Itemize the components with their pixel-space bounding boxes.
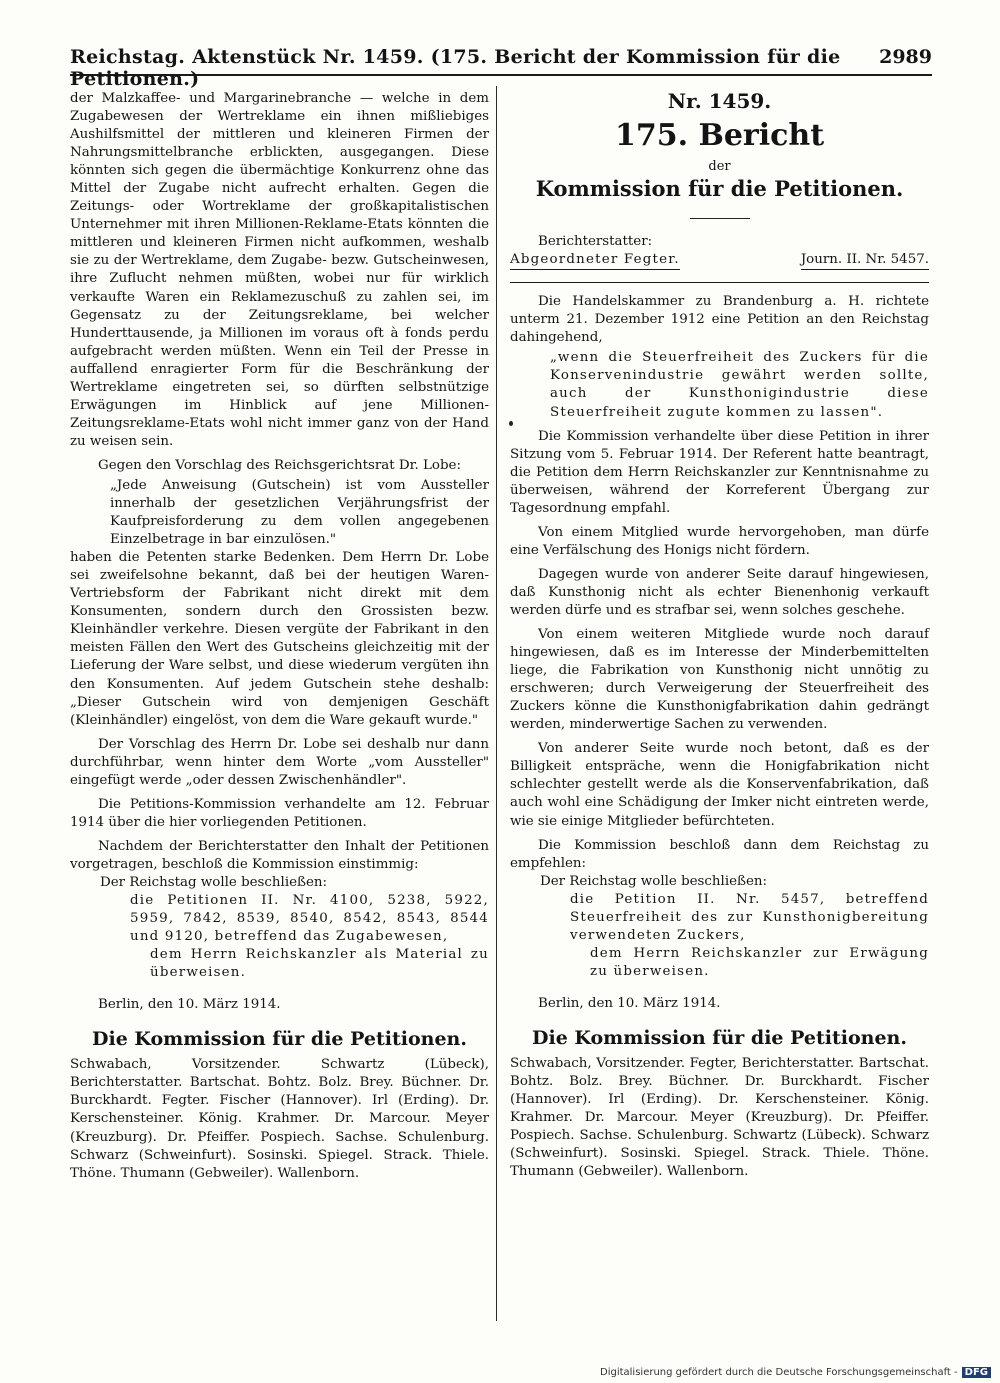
left-column <box>70 90 489 1183</box>
right-signature-title: Die Kommission für die Petitionen. <box>532 1026 907 1049</box>
rapporteur-name: Abgeordneter Fegter. <box>510 251 680 270</box>
title-rule <box>690 218 750 219</box>
left-resolution-intro: Der Reichstag wolle beschließen: <box>100 874 328 890</box>
right-resolution-action: dem Herrn Reichskanzler zur Erwägung zu überweisen. <box>590 945 929 979</box>
right-paragraph-1: Die Handelskammer zu Brandenburg a. H. richtete unterm 21. Dezember 1912 eine Petition an den Reichstag dahingehend, <box>510 294 929 346</box>
right-column <box>510 90 929 1181</box>
journal-number: Journ. II. Nr. 5457. <box>801 251 929 270</box>
left-signatories: Schwabach, Vorsitzender. Schwartz (Lübeck), Berichterstatter. Bartschat. Bohtz. Bolz. Brey. Büchner. Dr. Burckhardt. Fegter. Fischer (Hannover). Irl (Erding). Dr. Kerschensteiner. König. Krahmer. Dr. Marcour. Meyer (Kreuzburg). Dr. Pfeiffer. Pospiech. Sachse. Schulenburg. Schwarz (Schweinfurt). Sosinski. Spiegel. Strack. Thiele. Thöne. Thumann (Gebweiler). Wallenborn. <box>70 1057 489 1181</box>
right-paragraph-2: Die Kommission verhandelte über diese Petition in ihrer Sitzung vom 5. Februar 1914. Der Referent hatte beantragt, die Petition dem Herrn Reichskanzler zur Kenntnisnahme zu überweisen, während der Korreferent Übergang zur Tagesordnung empfahl. <box>510 428 929 516</box>
left-signature-title: Die Kommission für die Petitionen. <box>92 1028 467 1051</box>
report-title-der: der <box>708 159 731 175</box>
right-paragraph-6: Von anderer Seite wurde noch betont, daß es der Billigkeit entspräche, wenn die Honigfabrikation nicht schlechter gestellt werde als die Konservenfabrikation, daß auch wohl eine Schädigung der Imker nicht eintreten werde, wie sie einige Mitglieder befürchteten. <box>510 741 929 829</box>
footer-credit <box>600 1367 991 1378</box>
rapporteur-label: Berichterstatter: <box>538 234 653 250</box>
document-number: Nr. 1459. <box>667 89 772 113</box>
right-quote: „wenn die Steuerfreiheit des Zuckers für die Konservenindustrie gewährt werden sollte, auch der Kunsthonigindustrie diese Steuerfreiheit zugute kommen zu lassen". <box>550 350 929 420</box>
commission-title: Kommission für die Petitionen. <box>535 176 904 202</box>
right-paragraph-3: Von einem Mitglied wurde hervorgehoben, man dürfe eine Verfälschung des Honigs nicht fördern. <box>510 524 929 558</box>
right-signatories: Schwabach, Vorsitzender. Fegter, Berichterstatter. Bartschat. Bohtz. Bolz. Brey. Büchner. Dr. Burckhardt. Fischer (Hannover). Irl (Erding). Dr. Kerschensteiner. König. Krahmer. Dr. Marcour. Meyer (Kreuzburg). Dr. Pfeiffer. Pospiech. Sachse. Schulenburg. Schwartz (Lübeck). Schwarz (Schweinfurt). Sosinski. Spiegel. Strack. Thiele. Thöne. Thumann (Gebweiler). Wallenborn. <box>510 1056 929 1180</box>
left-paragraph-5: Die Petitions-Kommission verhandelte am 12. Februar 1914 über die hier vorliegenden Petitionen. <box>70 796 489 830</box>
dfg-logo: DFG <box>962 1367 991 1378</box>
right-date: Berlin, den 10. März 1914. <box>538 995 721 1011</box>
rapporteur-row <box>510 251 929 270</box>
report-title: 175. Bericht <box>614 118 825 154</box>
right-resolution-petition: die Petition II. Nr. 5457, betreffend Steuerfreiheit des zur Kunsthonigbereitung verwendeten Zuckers, <box>570 891 929 943</box>
left-paragraph-6: Nachdem der Berichterstatter den Inhalt der Petitionen vorgetragen, beschloß die Kommission einstimmig: <box>70 838 489 872</box>
column-divider <box>496 86 497 1321</box>
page-number: 2989 <box>879 46 932 68</box>
left-resolution-petitions: die Petitionen II. Nr. 4100, 5238, 5922, 5959, 7842, 8539, 8540, 8542, 8543, 8544 und 9120, betreffend das Zugabewesen, <box>130 893 489 945</box>
right-paragraph-7: Die Kommission beschloß dann dem Reichstag zu empfehlen: <box>510 837 929 871</box>
right-resolution-intro: Der Reichstag wolle beschließen: <box>540 873 768 889</box>
running-header <box>70 44 932 90</box>
header-title: Reichstag. Aktenstück Nr. 1459. (175. Bericht der Kommission für die Petitionen.) <box>70 46 841 90</box>
right-paragraph-4: Dagegen wurde von anderer Seite darauf hingewiesen, daß Kunsthonig nicht als echter Bienenhonig verkauft werden dürfe und es strafbar sei, wenn solches geschehe. <box>510 566 929 618</box>
left-date: Berlin, den 10. März 1914. <box>98 997 281 1013</box>
section-rule <box>510 282 929 283</box>
left-resolution-action: dem Herrn Reichskanzler als Material zu überweisen. <box>150 947 489 981</box>
left-paragraph-1: der Malzkaffee- und Margarinebranche — welche in dem Zugabewesen der Wertreklame ein ihnen mißliebiges Aushilfsmittel der mittleren und kleineren Firmen der Nahrungsmittelbranche erblickten, ausgegangen. Diese könnten sich gegen die übermächtige Konkurrenz ohne das Mittel der Zugabe nicht aufrecht erhalten. Gegen die Zeitungs- oder Wortreklame der großkapitalistischen Unternehmer mit ihren Millionen-Reklame-Etats könnten die mittleren und kleineren Firmen nicht aufkommen, weshalb sie zu der Wertreklame, dem Zugabe- bezw. Gutscheinwesen, ihre Zuflucht nehmen müßten, wobei nur für wirklich verkaufte Waren ein Reklamezuschuß zu zahlen sei, im Gegensatz zu der Zeitungsreklame, bei welcher Hunderttausende, ja Millionen im voraus oft à fonds perdu aufgebracht werden müßten. Wenn ein Teil der Presse in auffallend enragierter Form für die Beschränkung der Wertreklame eingetreten sei, so dürften selbstnützige Erwägungen im Hinblick auf jene Millionen-Zeitungsreklame-Etats wohl nicht immer ganz von der Hand zu weisen sein. <box>70 91 489 449</box>
left-quote-lobe: „Jede Anweisung (Gutschein) ist vom Aussteller innerhalb der gesetzlichen Verjährungsfrist der Kaufpreisforderung zu dem vollen angegebenen Einzelbetrage in bar einzulösen." <box>110 477 489 548</box>
left-paragraph-2: Gegen den Vorschlag des Reichsgerichtsrat Dr. Lobe: <box>98 457 461 473</box>
right-paragraph-5: Von einem weiteren Mitgliede wurde noch darauf hingewiesen, daß es im Interesse der Minderbemittelten liege, die Fabrikation von Kunsthonig nicht unnötig zu erschweren; durch Verweigerung der Steuerfreiheit des Zuckers könne die Kunsthonigfabrikation dahin gedrängt werden, minderwertige Sachen zu verwenden. <box>510 627 929 733</box>
left-paragraph-4: Der Vorschlag des Herrn Dr. Lobe sei deshalb nur dann durchführbar, wenn hinter dem Worte „vom Aussteller" eingefügt werde „oder dessen Zwischenhändler". <box>70 736 489 788</box>
print-speck <box>509 421 513 426</box>
footer-text: Digitalisierung gefördert durch die Deutsche Forschungsgemeinschaft - <box>600 1367 958 1378</box>
left-paragraph-3: haben die Petenten starke Bedenken. Dem Herrn Dr. Lobe sei zweifelsohne bekannt, daß bei der heutigen Waren-Vertriebsform der Fabrikant nicht direkt mit dem Konsumenten, sondern durch den Grossisten bezw. Kleinhändler verkehre. Diesen vergüte der Fabrikant in den meisten Fällen den Wert des Gutscheins gleichzeitig mit der Lieferung der Ware selbst, und diese wiederum vergüten ihn den Konsumenten. Auf jedem Gutschein stehe deshalb: „Dieser Gutschein wird von demjenigen Geschäft (Kleinhändler) eingelöst, von dem die Ware gekauft wurde." <box>70 550 489 728</box>
